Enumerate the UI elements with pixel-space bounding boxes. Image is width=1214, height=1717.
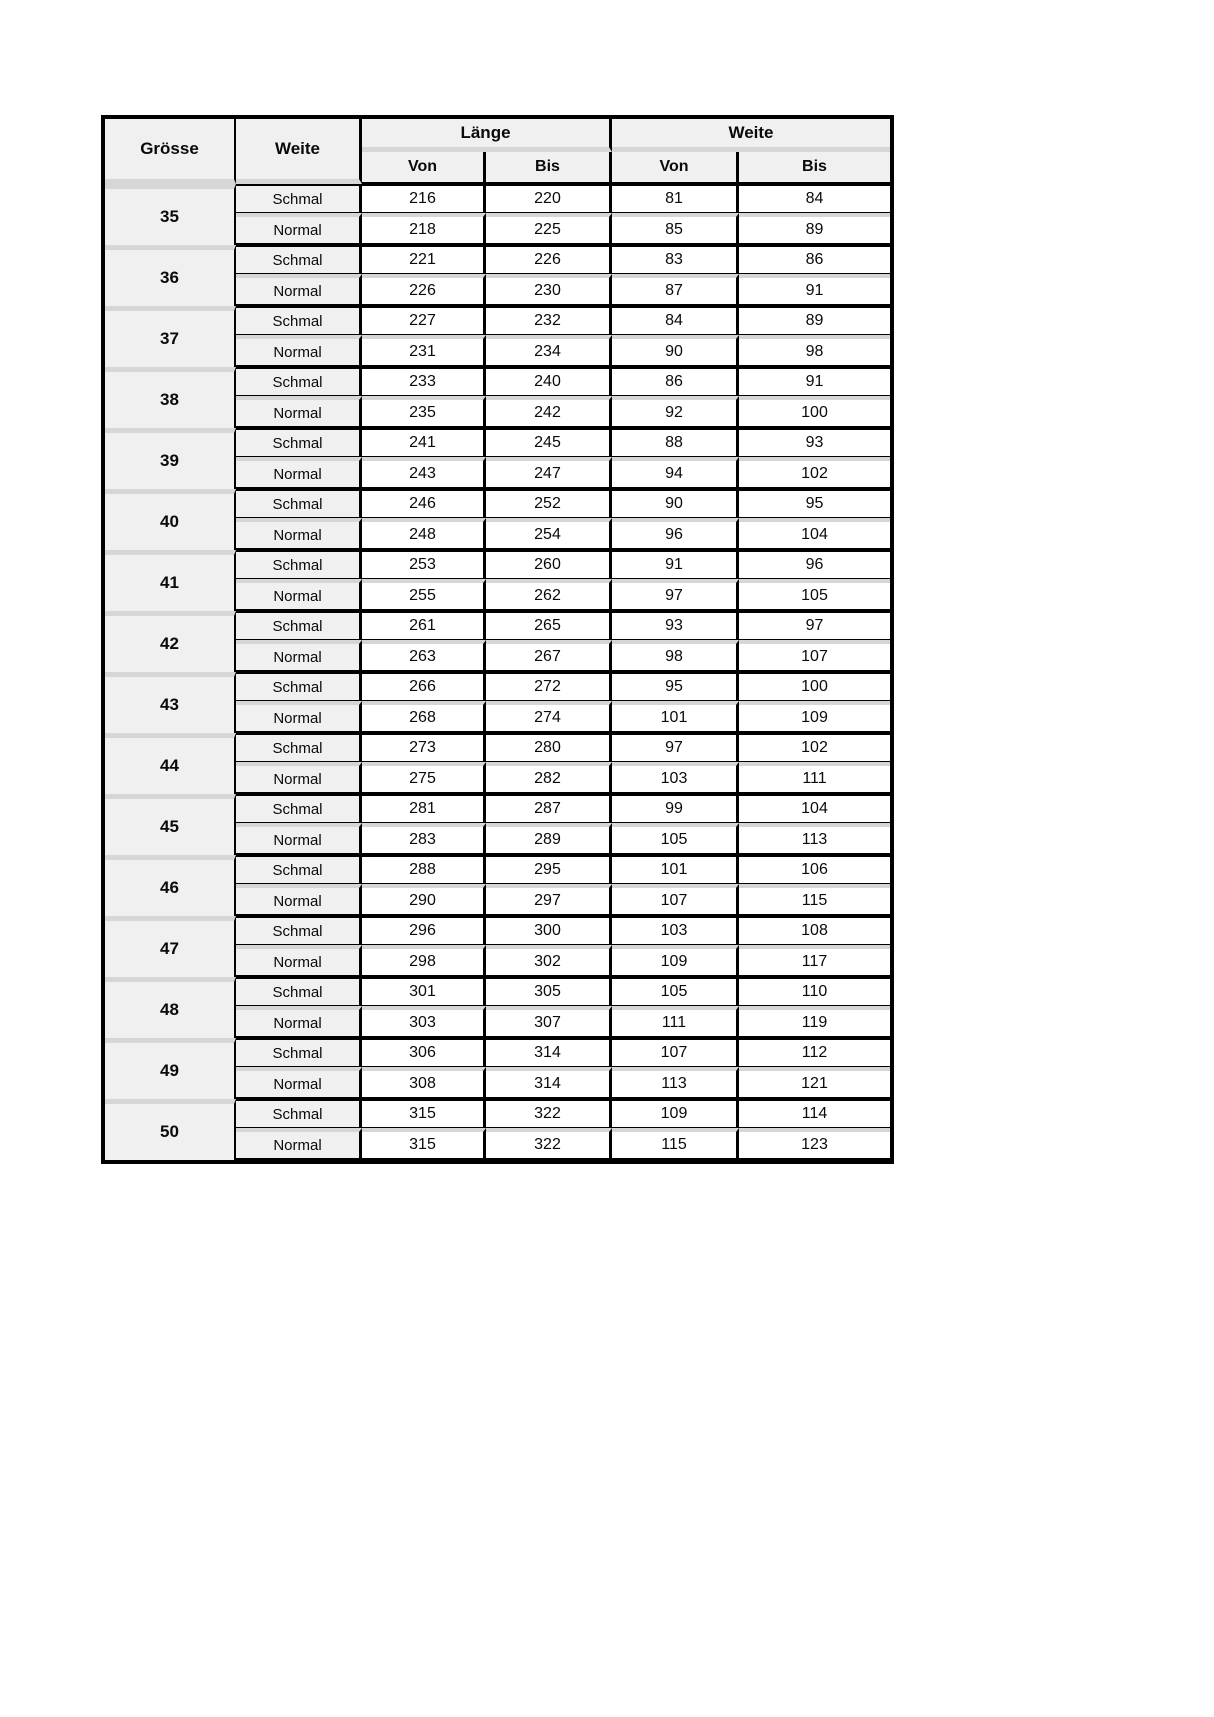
weite-bis-value: 98 [739, 335, 890, 367]
laenge-von-value: 308 [362, 1067, 486, 1099]
laenge-bis-value: 322 [486, 1099, 612, 1128]
weite-von-value: 83 [612, 245, 739, 274]
laenge-von-value: 231 [362, 335, 486, 367]
header-weite-bis: Bis [739, 152, 890, 184]
laenge-bis-value: 240 [486, 367, 612, 396]
weite-von-value: 107 [612, 884, 739, 916]
laenge-von-value: 315 [362, 1099, 486, 1128]
size-cell: 48 [105, 977, 236, 1038]
table-row-schmal [105, 611, 890, 640]
weite-bis-value: 109 [739, 701, 890, 733]
header-laenge-von: Von [362, 152, 486, 184]
weite-von-value: 93 [612, 611, 739, 640]
size-cell: 49 [105, 1038, 236, 1099]
weite-von-value: 96 [612, 518, 739, 550]
weite-von-value: 90 [612, 489, 739, 518]
table-body [105, 184, 890, 1160]
weite-von-value: 84 [612, 306, 739, 335]
width-label-normal: Normal [236, 396, 362, 428]
header-weite-column: Weite [236, 119, 362, 184]
header-row-groups [105, 119, 890, 152]
weite-bis-value: 111 [739, 762, 890, 794]
table-row-schmal [105, 489, 890, 518]
laenge-bis-value: 300 [486, 916, 612, 945]
width-label-normal: Normal [236, 518, 362, 550]
laenge-von-value: 303 [362, 1006, 486, 1038]
laenge-von-value: 221 [362, 245, 486, 274]
laenge-von-value: 306 [362, 1038, 486, 1067]
laenge-von-value: 246 [362, 489, 486, 518]
weite-bis-value: 97 [739, 611, 890, 640]
table-header [105, 119, 890, 184]
width-label-schmal: Schmal [236, 367, 362, 396]
weite-von-value: 111 [612, 1006, 739, 1038]
weite-von-value: 103 [612, 916, 739, 945]
laenge-von-value: 216 [362, 184, 486, 213]
size-cell: 37 [105, 306, 236, 367]
laenge-bis-value: 289 [486, 823, 612, 855]
weite-bis-value: 100 [739, 672, 890, 701]
table-row-schmal [105, 367, 890, 396]
table-row-schmal [105, 550, 890, 579]
weite-bis-value: 91 [739, 367, 890, 396]
width-label-normal: Normal [236, 1128, 362, 1160]
width-label-schmal: Schmal [236, 184, 362, 213]
weite-bis-value: 110 [739, 977, 890, 1006]
weite-von-value: 113 [612, 1067, 739, 1099]
laenge-von-value: 241 [362, 428, 486, 457]
laenge-bis-value: 267 [486, 640, 612, 672]
weite-von-value: 105 [612, 823, 739, 855]
laenge-bis-value: 272 [486, 672, 612, 701]
width-label-schmal: Schmal [236, 1099, 362, 1128]
laenge-von-value: 255 [362, 579, 486, 611]
weite-bis-value: 115 [739, 884, 890, 916]
laenge-bis-value: 232 [486, 306, 612, 335]
laenge-von-value: 281 [362, 794, 486, 823]
size-cell: 40 [105, 489, 236, 550]
laenge-bis-value: 297 [486, 884, 612, 916]
weite-von-value: 109 [612, 945, 739, 977]
laenge-bis-value: 282 [486, 762, 612, 794]
width-label-schmal: Schmal [236, 733, 362, 762]
size-cell: 35 [105, 184, 236, 245]
width-label-schmal: Schmal [236, 916, 362, 945]
width-label-normal: Normal [236, 823, 362, 855]
weite-von-value: 97 [612, 579, 739, 611]
laenge-von-value: 226 [362, 274, 486, 306]
laenge-bis-value: 265 [486, 611, 612, 640]
width-label-normal: Normal [236, 457, 362, 489]
weite-bis-value: 96 [739, 550, 890, 579]
laenge-bis-value: 280 [486, 733, 612, 762]
laenge-von-value: 290 [362, 884, 486, 916]
table-row-schmal [105, 184, 890, 213]
width-label-schmal: Schmal [236, 794, 362, 823]
laenge-bis-value: 242 [486, 396, 612, 428]
width-label-schmal: Schmal [236, 611, 362, 640]
width-label-normal: Normal [236, 335, 362, 367]
weite-von-value: 97 [612, 733, 739, 762]
weite-bis-value: 112 [739, 1038, 890, 1067]
width-label-schmal: Schmal [236, 306, 362, 335]
laenge-von-value: 248 [362, 518, 486, 550]
laenge-bis-value: 262 [486, 579, 612, 611]
table-row-schmal [105, 245, 890, 274]
weite-von-value: 86 [612, 367, 739, 396]
size-cell: 47 [105, 916, 236, 977]
laenge-von-value: 243 [362, 457, 486, 489]
width-label-normal: Normal [236, 274, 362, 306]
weite-von-value: 107 [612, 1038, 739, 1067]
laenge-bis-value: 230 [486, 274, 612, 306]
laenge-von-value: 298 [362, 945, 486, 977]
width-label-schmal: Schmal [236, 1038, 362, 1067]
header-weite-group: Weite [612, 119, 890, 152]
laenge-bis-value: 247 [486, 457, 612, 489]
width-label-normal: Normal [236, 579, 362, 611]
laenge-von-value: 263 [362, 640, 486, 672]
width-label-normal: Normal [236, 1067, 362, 1099]
table-row-schmal [105, 428, 890, 457]
table-row-schmal [105, 672, 890, 701]
weite-bis-value: 121 [739, 1067, 890, 1099]
laenge-bis-value: 260 [486, 550, 612, 579]
laenge-bis-value: 254 [486, 518, 612, 550]
width-label-normal: Normal [236, 762, 362, 794]
table-row-schmal [105, 977, 890, 1006]
width-label-schmal: Schmal [236, 428, 362, 457]
width-label-schmal: Schmal [236, 672, 362, 701]
laenge-bis-value: 220 [486, 184, 612, 213]
size-cell: 46 [105, 855, 236, 916]
laenge-von-value: 275 [362, 762, 486, 794]
weite-von-value: 101 [612, 701, 739, 733]
weite-von-value: 85 [612, 213, 739, 245]
weite-von-value: 88 [612, 428, 739, 457]
laenge-bis-value: 252 [486, 489, 612, 518]
laenge-bis-value: 307 [486, 1006, 612, 1038]
weite-bis-value: 93 [739, 428, 890, 457]
weite-von-value: 99 [612, 794, 739, 823]
size-cell: 45 [105, 794, 236, 855]
width-label-schmal: Schmal [236, 245, 362, 274]
weite-bis-value: 86 [739, 245, 890, 274]
weite-von-value: 103 [612, 762, 739, 794]
table-row-schmal [105, 306, 890, 335]
width-label-normal: Normal [236, 884, 362, 916]
weite-von-value: 98 [612, 640, 739, 672]
laenge-von-value: 266 [362, 672, 486, 701]
size-cell: 44 [105, 733, 236, 794]
laenge-bis-value: 314 [486, 1038, 612, 1067]
header-laenge-group: Länge [362, 119, 612, 152]
weite-bis-value: 108 [739, 916, 890, 945]
laenge-bis-value: 245 [486, 428, 612, 457]
size-cell: 43 [105, 672, 236, 733]
weite-von-value: 87 [612, 274, 739, 306]
weite-bis-value: 107 [739, 640, 890, 672]
size-cell: 38 [105, 367, 236, 428]
weite-bis-value: 95 [739, 489, 890, 518]
header-groesse: Grösse [105, 119, 236, 184]
weite-von-value: 91 [612, 550, 739, 579]
width-label-schmal: Schmal [236, 489, 362, 518]
laenge-von-value: 273 [362, 733, 486, 762]
laenge-bis-value: 295 [486, 855, 612, 884]
header-weite-von: Von [612, 152, 739, 184]
weite-bis-value: 104 [739, 518, 890, 550]
laenge-bis-value: 274 [486, 701, 612, 733]
weite-von-value: 90 [612, 335, 739, 367]
laenge-von-value: 235 [362, 396, 486, 428]
size-cell: 39 [105, 428, 236, 489]
table-row-schmal [105, 916, 890, 945]
laenge-von-value: 301 [362, 977, 486, 1006]
laenge-von-value: 268 [362, 701, 486, 733]
width-label-normal: Normal [236, 213, 362, 245]
width-label-schmal: Schmal [236, 855, 362, 884]
weite-bis-value: 84 [739, 184, 890, 213]
laenge-von-value: 315 [362, 1128, 486, 1160]
width-label-normal: Normal [236, 701, 362, 733]
laenge-bis-value: 305 [486, 977, 612, 1006]
laenge-von-value: 288 [362, 855, 486, 884]
laenge-bis-value: 234 [486, 335, 612, 367]
weite-von-value: 95 [612, 672, 739, 701]
width-label-schmal: Schmal [236, 977, 362, 1006]
weite-bis-value: 106 [739, 855, 890, 884]
weite-bis-value: 102 [739, 733, 890, 762]
size-cell: 36 [105, 245, 236, 306]
weite-bis-value: 114 [739, 1099, 890, 1128]
size-cell: 50 [105, 1099, 236, 1160]
weite-bis-value: 91 [739, 274, 890, 306]
weite-bis-value: 104 [739, 794, 890, 823]
laenge-bis-value: 226 [486, 245, 612, 274]
laenge-von-value: 261 [362, 611, 486, 640]
weite-von-value: 101 [612, 855, 739, 884]
laenge-von-value: 227 [362, 306, 486, 335]
laenge-bis-value: 314 [486, 1067, 612, 1099]
table-row-schmal [105, 1099, 890, 1128]
table-row-schmal [105, 733, 890, 762]
weite-bis-value: 117 [739, 945, 890, 977]
header-laenge-bis: Bis [486, 152, 612, 184]
width-label-normal: Normal [236, 1006, 362, 1038]
size-chart-table [101, 115, 894, 1164]
weite-bis-value: 119 [739, 1006, 890, 1038]
weite-von-value: 92 [612, 396, 739, 428]
weite-bis-value: 123 [739, 1128, 890, 1160]
weite-von-value: 94 [612, 457, 739, 489]
size-cell: 41 [105, 550, 236, 611]
laenge-bis-value: 302 [486, 945, 612, 977]
weite-bis-value: 113 [739, 823, 890, 855]
weite-von-value: 115 [612, 1128, 739, 1160]
weite-bis-value: 100 [739, 396, 890, 428]
weite-von-value: 81 [612, 184, 739, 213]
weite-bis-value: 89 [739, 213, 890, 245]
laenge-von-value: 283 [362, 823, 486, 855]
laenge-bis-value: 322 [486, 1128, 612, 1160]
weite-bis-value: 105 [739, 579, 890, 611]
weite-bis-value: 102 [739, 457, 890, 489]
table-row-schmal [105, 794, 890, 823]
laenge-von-value: 218 [362, 213, 486, 245]
laenge-von-value: 253 [362, 550, 486, 579]
table-row-schmal [105, 855, 890, 884]
laenge-bis-value: 287 [486, 794, 612, 823]
table-row-schmal [105, 1038, 890, 1067]
laenge-bis-value: 225 [486, 213, 612, 245]
weite-von-value: 105 [612, 977, 739, 1006]
weite-von-value: 109 [612, 1099, 739, 1128]
width-label-schmal: Schmal [236, 550, 362, 579]
width-label-normal: Normal [236, 640, 362, 672]
laenge-von-value: 233 [362, 367, 486, 396]
width-label-normal: Normal [236, 945, 362, 977]
size-chart-container [101, 115, 894, 1164]
size-cell: 42 [105, 611, 236, 672]
weite-bis-value: 89 [739, 306, 890, 335]
laenge-von-value: 296 [362, 916, 486, 945]
